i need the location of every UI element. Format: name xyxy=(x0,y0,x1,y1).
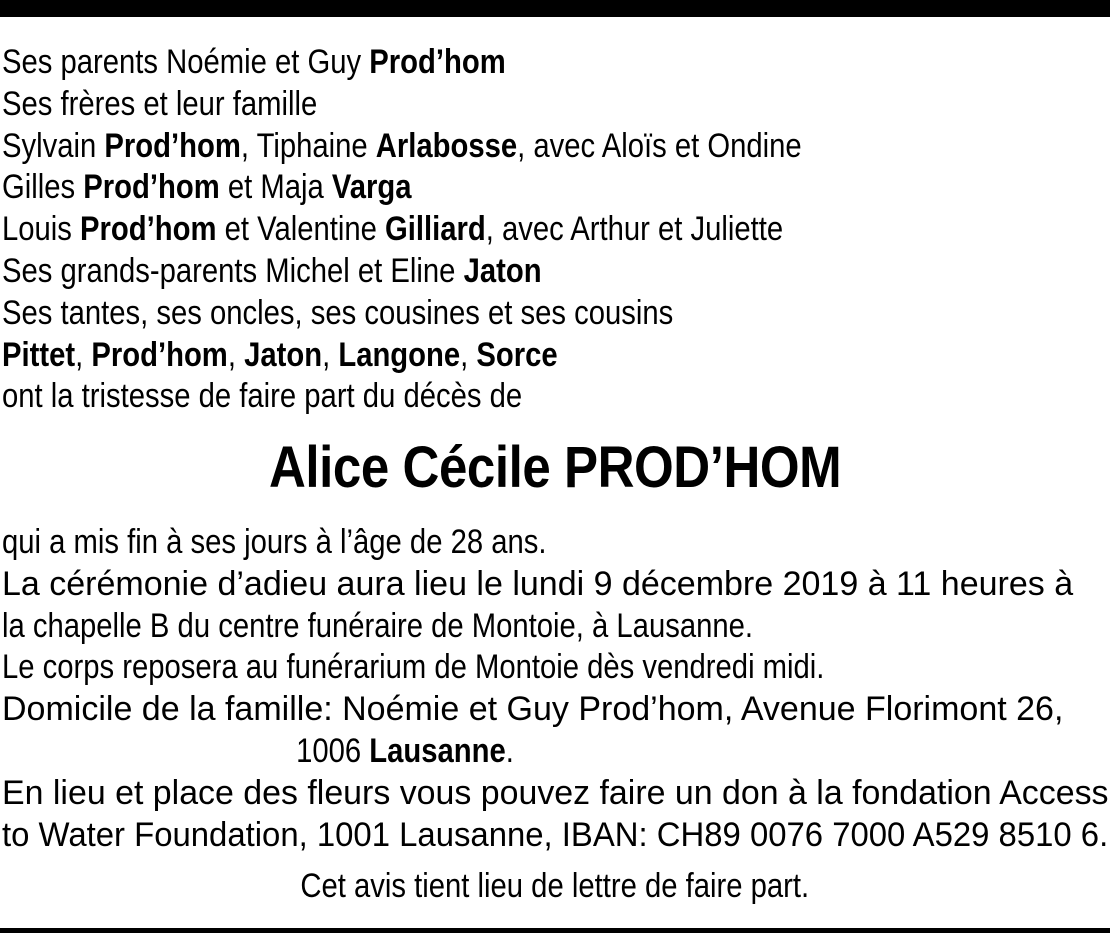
family-surname: Langone xyxy=(338,335,461,374)
deceased-name xyxy=(0,432,1110,504)
family-text: , xyxy=(460,335,477,374)
family-surname: Jaton xyxy=(244,335,323,374)
family-surname: Prod’hom xyxy=(369,43,506,81)
ceremony-line-1: La cérémonie d’adieu aura lieu le lundi 9 décembre 2019 à 11 heures à xyxy=(2,564,1074,603)
family-line xyxy=(2,376,953,418)
family-surname: Prod’hom xyxy=(104,126,241,165)
family-text: , xyxy=(227,335,245,374)
family-text: , avec Arthur et Juliette xyxy=(485,210,784,249)
family-line xyxy=(2,293,953,335)
family-text: Sylvain xyxy=(2,126,105,165)
family-surname: Jaton xyxy=(463,251,542,290)
family-surname: Prod’hom xyxy=(91,335,228,374)
domicile-city: Lausanne xyxy=(369,731,506,770)
bottom-rule xyxy=(0,928,1110,933)
family-line xyxy=(2,209,953,251)
family-text: et Valentine xyxy=(216,210,386,249)
domicile-line-1: Domicile de la famille: Noémie et Guy Prod’hom, Avenue Florimont 26, xyxy=(2,690,1064,729)
family-line xyxy=(2,126,953,168)
family-text: , Tiphaine xyxy=(240,126,376,165)
family-text: Ses grands-parents Michel et Eline xyxy=(2,251,464,290)
family-surname: Prod’hom xyxy=(80,210,217,249)
family-text: , avec Aloïs et Ondine xyxy=(517,126,802,165)
family-text: et Maja xyxy=(219,168,332,207)
family-text: Louis xyxy=(2,210,81,249)
family-text: ont la tristesse de faire part du décès de xyxy=(2,377,523,416)
age-line: qui a mis fin à ses jours à l’âge de 28 ans. xyxy=(2,523,547,561)
closing-note xyxy=(0,864,1110,908)
family-text: Ses frères et leur famille xyxy=(2,84,318,123)
family-surname: Prod’hom xyxy=(83,168,220,207)
family-line xyxy=(2,335,953,377)
family-text: Ses parents Noémie et Guy xyxy=(2,43,370,81)
family-surname: Varga xyxy=(331,168,412,207)
closing-text: Cet avis tient lieu de lettre de faire part. xyxy=(300,867,810,905)
family-text: Ses tantes, ses oncles, ses cousines et ses cousins xyxy=(2,293,674,332)
family-surname: Gilliard xyxy=(385,210,486,249)
family-line xyxy=(2,251,953,293)
family-line xyxy=(2,84,953,126)
body-line: Le corps reposera au funérarium de Montoie dès vendredi midi. xyxy=(2,648,825,687)
family-line xyxy=(2,167,953,209)
family-text: , xyxy=(322,335,339,374)
domicile-line-2 xyxy=(2,731,953,773)
notice-details xyxy=(2,522,1108,856)
deceased-name-text: Alice Cécile PROD’HOM xyxy=(268,435,842,500)
top-rule xyxy=(0,0,1110,17)
family-surname: Pittet xyxy=(2,335,76,374)
domicile-postcode: 1006 xyxy=(296,731,370,770)
domicile-end: . xyxy=(505,731,514,770)
family-list xyxy=(2,42,1108,418)
family-text: , xyxy=(75,335,92,374)
family-line xyxy=(2,42,953,84)
family-text: Gilles xyxy=(2,168,84,207)
family-surname: Sorce xyxy=(476,335,558,374)
family-surname: Arlabosse xyxy=(375,126,518,165)
ceremony-line-2: la chapelle B du centre funéraire de Montoie, à Lausanne. xyxy=(2,606,754,645)
donation-line-2: to Water Foundation, 1001 Lausanne, IBAN: CH89 0076 7000 A529 8510 6. xyxy=(2,815,1109,854)
donation-line-1: En lieu et place des fleurs vous pouvez faire un don à la fondation Access xyxy=(2,773,1109,812)
